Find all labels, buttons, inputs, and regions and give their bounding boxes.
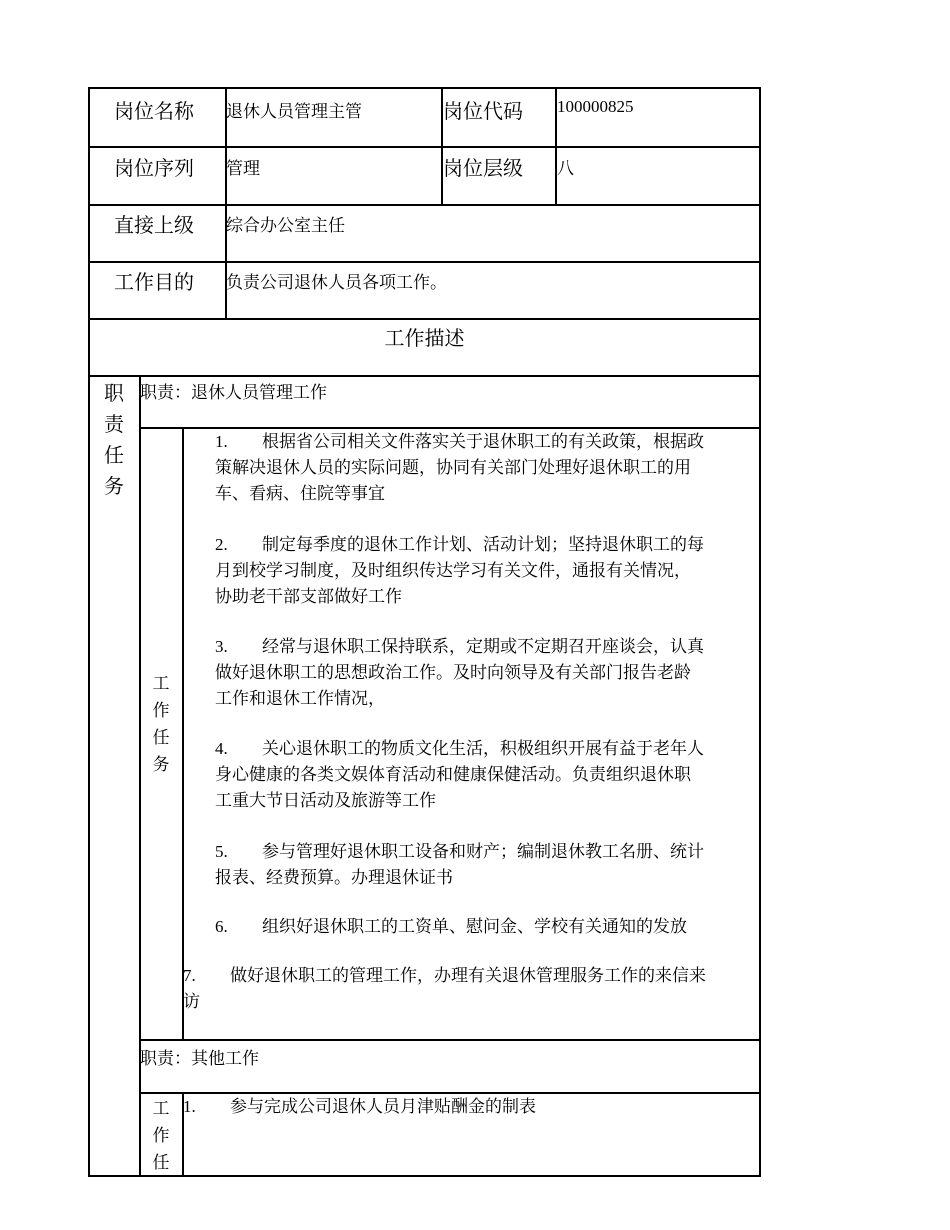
- position-name-label: 岗位名称: [114, 101, 194, 123]
- task-item: [215, 429, 704, 507]
- purpose-value: 负责公司退休人员各项工作。: [226, 273, 447, 292]
- task-text: 协助老干部支部做好工作: [215, 587, 402, 606]
- position-sequence-value: 管理: [226, 159, 260, 178]
- task-text: 工作和退休工作情况，: [215, 689, 385, 708]
- task-number: 6.: [215, 917, 228, 936]
- duties-vertical-label: [90, 379, 138, 503]
- task-text: 做好退休职工的思想政治工作。及时向领导及有关部门报告老龄: [215, 663, 691, 682]
- task-text: 工重大节日活动及旅游等工作: [215, 791, 436, 810]
- supervisor-label: 直接上级: [114, 215, 194, 237]
- label-char: 任: [152, 728, 170, 747]
- table-border: [182, 427, 184, 1040]
- tasks-vertical-label: [140, 670, 182, 778]
- task-text: 策解决退休人员的实际问题，协同有关部门处理好退休职工的用: [215, 458, 691, 477]
- task-number: 5.: [215, 842, 228, 861]
- table-border: [88, 261, 761, 263]
- position-name-value: 退休人员管理主管: [226, 102, 362, 121]
- task-text: 组织好退休职工的工资单、慰问金、学校有关通知的发放: [262, 917, 687, 936]
- position-code-value: 100000825: [557, 97, 634, 116]
- task-item: [215, 532, 704, 610]
- label-char: 工: [152, 674, 170, 693]
- label-char: 作: [152, 1126, 170, 1145]
- duty-title: 职责：其他工作: [140, 1049, 259, 1068]
- table-border: [759, 87, 761, 1177]
- task-number: 7.: [183, 966, 196, 985]
- tasks-vertical-label: [140, 1095, 182, 1176]
- table-border: [88, 318, 761, 320]
- task-item: [215, 914, 687, 940]
- task-number: 1.: [183, 1097, 196, 1116]
- task-text: 关心退休职工的物质文化生活，积极组织开展有益于老年人: [262, 739, 704, 758]
- table-border: [139, 1039, 761, 1041]
- label-char: 职: [104, 383, 124, 405]
- task-item: [183, 1094, 536, 1120]
- table-border: [88, 146, 761, 148]
- task-item: [215, 839, 704, 891]
- task-text: 报表、经费预算。办理退休证书: [215, 868, 453, 887]
- table-border: [88, 204, 761, 206]
- supervisor-value: 综合办公室主任: [226, 216, 345, 235]
- label-char: 作: [152, 701, 170, 720]
- purpose-label: 工作目的: [114, 272, 194, 294]
- task-number: 1.: [215, 432, 228, 451]
- task-text: 参与完成公司退休人员月津贴酬金的制表: [230, 1097, 536, 1116]
- task-item: [215, 736, 704, 814]
- work-description-title: 工作描述: [384, 328, 465, 350]
- position-level-value: 八: [557, 159, 574, 178]
- table-border: [88, 87, 761, 89]
- task-number: 4.: [215, 739, 228, 758]
- task-text: 身心健康的各类文娱体育活动和健康保健活动。负责组织退休职: [215, 765, 691, 784]
- task-text: 参与管理好退休职工设备和财产；编制退休教工名册、统计: [262, 842, 704, 861]
- task-text: 做好退休职工的管理工作，办理有关退休管理服务工作的来信来: [230, 966, 706, 985]
- task-text: 车、看病、住院等事宜: [215, 484, 385, 503]
- position-code-label: 岗位代码: [443, 101, 523, 123]
- position-level-label: 岗位层级: [443, 158, 523, 180]
- table-border: [88, 1175, 761, 1177]
- label-char: 责: [104, 414, 124, 436]
- task-text: 制定每季度的退休工作计划、活动计划；坚持退休职工的每: [262, 535, 704, 554]
- task-text: 月到校学习制度，及时组织传达学习有关文件，通报有关情况，: [215, 561, 691, 580]
- label-char: 任: [152, 1153, 170, 1172]
- task-text: 根据省公司相关文件落实关于退休职工的有关政策，根据政: [262, 432, 704, 451]
- duty-title: 职责：退休人员管理工作: [140, 383, 327, 402]
- task-item: [183, 963, 706, 1015]
- task-item: [215, 634, 704, 712]
- label-char: 任: [104, 445, 124, 467]
- task-number: 3.: [215, 637, 228, 656]
- table-border: [88, 87, 90, 1177]
- label-char: 工: [152, 1099, 170, 1118]
- label-char: 务: [152, 755, 170, 774]
- label-char: 务: [104, 476, 124, 498]
- position-sequence-label: 岗位序列: [114, 158, 194, 180]
- task-number: 2.: [215, 535, 228, 554]
- table-border: [88, 375, 761, 377]
- task-text: 经常与退休职工保持联系，定期或不定期召开座谈会，认真: [262, 637, 704, 656]
- job-description-form: [88, 87, 761, 1177]
- task-text: 访: [183, 992, 200, 1011]
